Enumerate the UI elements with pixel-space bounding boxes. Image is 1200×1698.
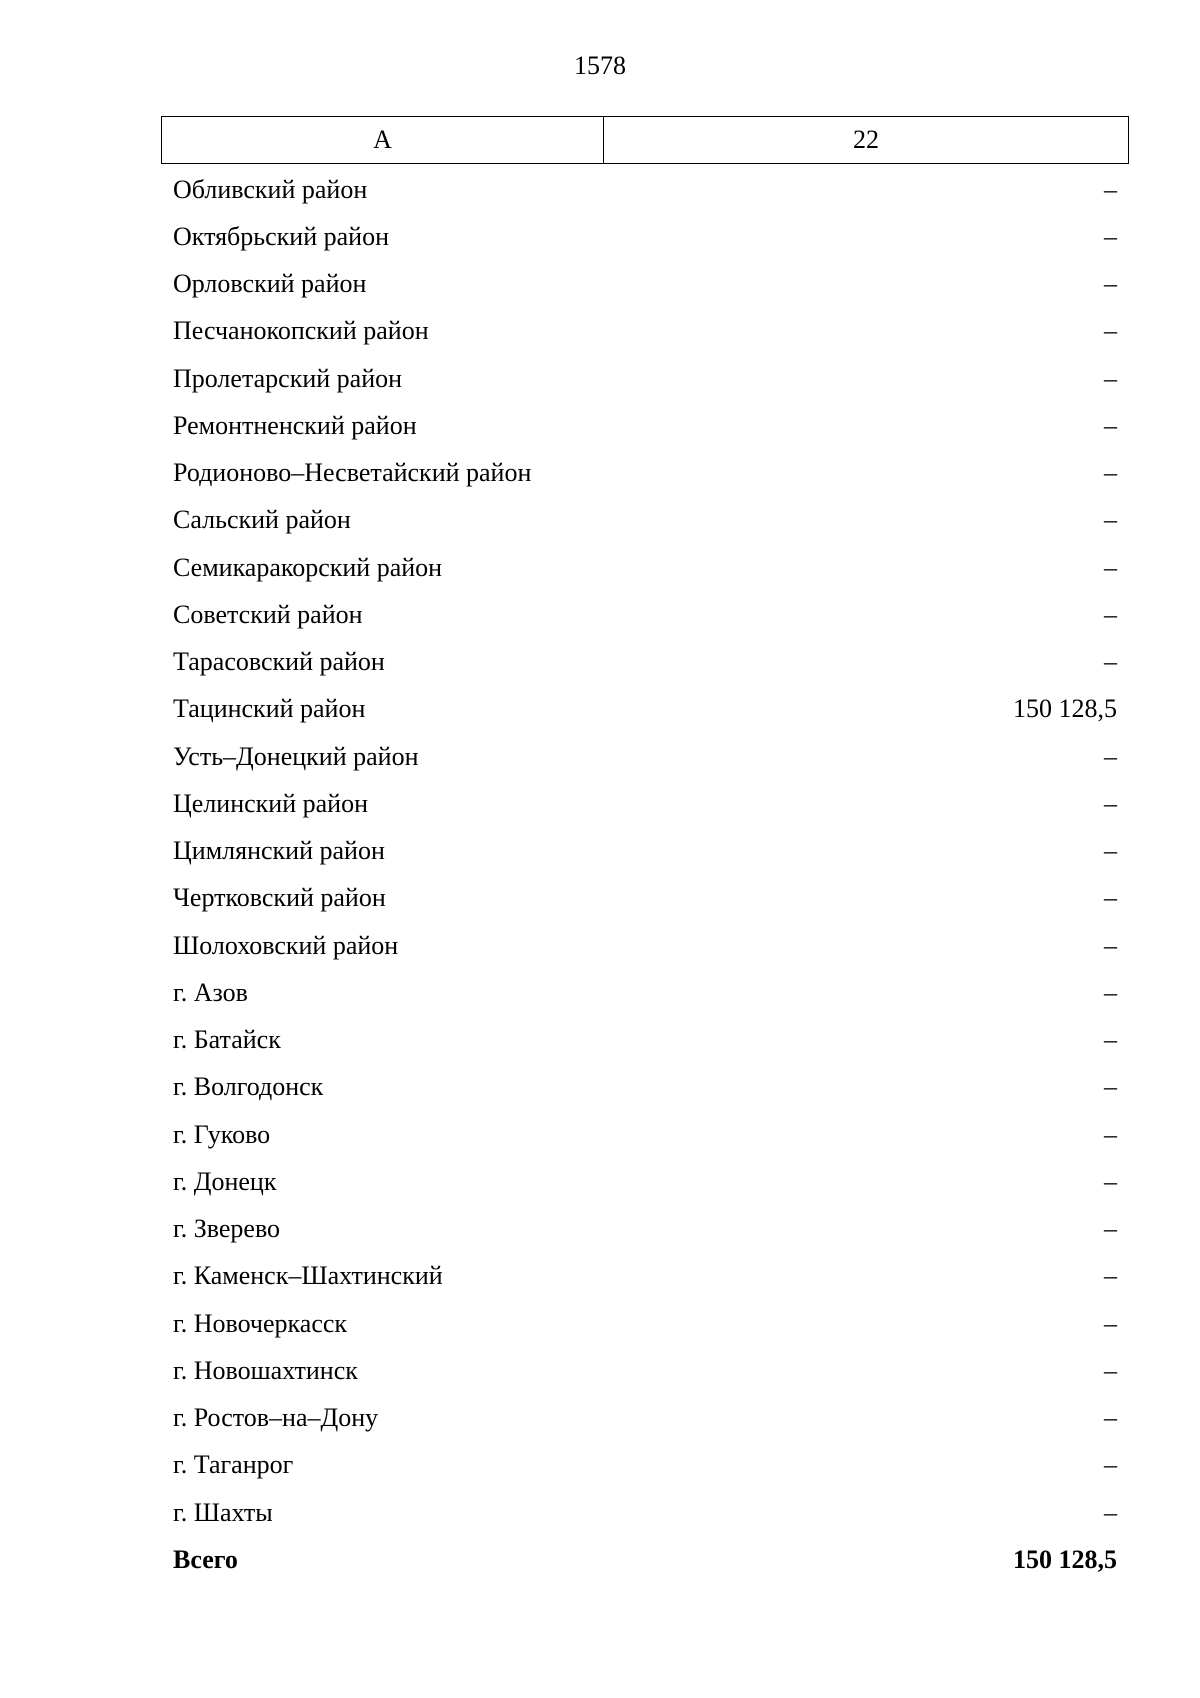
table-row	[161, 1300, 1129, 1347]
row-value: –	[1104, 836, 1117, 866]
table-row	[161, 1206, 1129, 1253]
table-body	[161, 166, 1129, 1584]
row-value: –	[1104, 1450, 1117, 1480]
row-name: г. Волгодонск	[173, 1072, 324, 1102]
table-row	[161, 1017, 1129, 1064]
row-name: Обливский район	[173, 174, 368, 204]
row-value: –	[1104, 410, 1117, 440]
row-name: Сальский район	[173, 505, 351, 535]
row-value: –	[1104, 741, 1117, 771]
row-name: г. Шахты	[173, 1497, 273, 1527]
row-name: г. Ростов–на–Дону	[173, 1403, 379, 1433]
row-name: Чертковский район	[173, 883, 386, 913]
row-value: 150 128,5	[1013, 694, 1117, 724]
row-value: –	[1104, 174, 1117, 204]
table-row	[161, 544, 1129, 591]
table-row	[161, 308, 1129, 355]
row-value: –	[1104, 977, 1117, 1007]
table-row	[161, 1064, 1129, 1111]
table-row	[161, 639, 1129, 686]
row-value: –	[1104, 316, 1117, 346]
row-value: –	[1104, 1355, 1117, 1385]
row-value: –	[1104, 788, 1117, 818]
row-name: Усть–Донецкий район	[173, 741, 419, 771]
row-value: –	[1104, 1072, 1117, 1102]
table-row	[161, 591, 1129, 638]
row-name: г. Новочеркасск	[173, 1308, 348, 1338]
total-row	[161, 1536, 1129, 1583]
table-row	[161, 1253, 1129, 1300]
row-name: г. Таганрог	[173, 1450, 294, 1480]
row-value: –	[1104, 1261, 1117, 1291]
row-value: –	[1104, 363, 1117, 393]
row-name: Тарасовский район	[173, 647, 385, 677]
row-name: Пролетарский район	[173, 363, 403, 393]
row-name: г. Зверево	[173, 1214, 281, 1244]
page-number: 1578	[574, 51, 626, 80]
header-cell-column-22: 22	[853, 125, 879, 154]
row-name: Шолоховский район	[173, 930, 399, 960]
table-row	[161, 1489, 1129, 1536]
row-name: г. Новошахтинск	[173, 1355, 358, 1385]
row-name: Семикаракорский район	[173, 552, 443, 582]
row-value: –	[1104, 1403, 1117, 1433]
row-name: Цимлянский район	[173, 836, 385, 866]
row-name: г. Батайск	[173, 1025, 281, 1055]
row-name: Родионово–Несветайский район	[173, 458, 532, 488]
table-row	[161, 213, 1129, 260]
row-name: г. Азов	[173, 977, 248, 1007]
row-value: –	[1104, 269, 1117, 299]
row-name: Целинский район	[173, 788, 368, 818]
table-row	[161, 1158, 1129, 1205]
table-row	[161, 1442, 1129, 1489]
table-row	[161, 875, 1129, 922]
row-name: Орловский район	[173, 269, 367, 299]
row-value: –	[1104, 1308, 1117, 1338]
row-name: г. Гуково	[173, 1119, 271, 1149]
table-row	[161, 261, 1129, 308]
table-row	[161, 450, 1129, 497]
row-value: –	[1104, 221, 1117, 251]
table-row	[161, 1347, 1129, 1394]
table-header	[161, 116, 1129, 164]
row-value: –	[1104, 1214, 1117, 1244]
row-name: Октябрьский район	[173, 221, 389, 251]
table-row	[161, 166, 1129, 213]
table-row	[161, 780, 1129, 827]
table-row	[161, 402, 1129, 449]
row-name: Ремонтненский район	[173, 410, 417, 440]
row-value: –	[1104, 1025, 1117, 1055]
table-row	[161, 922, 1129, 969]
row-value: –	[1104, 1497, 1117, 1527]
row-value: –	[1104, 1166, 1117, 1196]
table-row	[161, 733, 1129, 780]
row-value: –	[1104, 458, 1117, 488]
row-value: –	[1104, 883, 1117, 913]
row-name: г. Донецк	[173, 1166, 277, 1196]
row-name: Советский район	[173, 599, 363, 629]
total-label: Всего	[173, 1544, 238, 1574]
row-value: –	[1104, 930, 1117, 960]
table-row	[161, 355, 1129, 402]
header-cell-column-a: А	[162, 117, 604, 163]
table-row	[161, 1111, 1129, 1158]
total-value: 150 128,5	[1013, 1544, 1117, 1574]
table-row	[161, 1395, 1129, 1442]
row-value: –	[1104, 647, 1117, 677]
row-name: г. Каменск–Шахтинский	[173, 1261, 443, 1291]
row-name: Песчанокопский район	[173, 316, 429, 346]
table-row	[161, 969, 1129, 1016]
table-row	[161, 686, 1129, 733]
table-row	[161, 497, 1129, 544]
row-value: –	[1104, 552, 1117, 582]
row-value: –	[1104, 599, 1117, 629]
row-name: Тацинский район	[173, 694, 366, 724]
table-row	[161, 828, 1129, 875]
row-value: –	[1104, 505, 1117, 535]
row-value: –	[1104, 1119, 1117, 1149]
